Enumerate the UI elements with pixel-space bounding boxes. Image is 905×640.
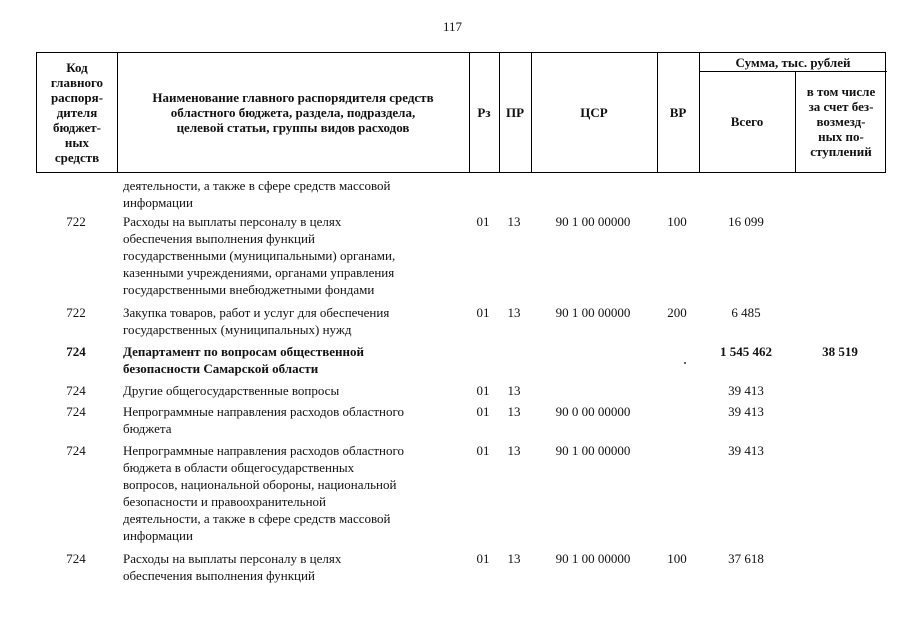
row-csr: 90 0 00 00000 — [555, 404, 631, 419]
row-vr: 100 — [667, 214, 687, 229]
row-rz: 01 — [476, 214, 490, 229]
row-vr: 200 — [667, 305, 687, 320]
row-name: Непрограммные направления расходов областного бюджета в области общегосударственных вопросов, национальной обороны, национальной безопасности и правоохранительной деятельности, а также в сфере средств массовой информации — [123, 443, 404, 543]
row-total: 6 485 — [731, 305, 761, 320]
header-csr: ЦСР — [580, 105, 608, 120]
scan-speck — [684, 362, 686, 364]
header-pr: ПР — [505, 105, 525, 120]
row-pr: 13 — [507, 383, 521, 398]
row-rz: 01 — [476, 443, 490, 458]
header-sum: Сумма, тыс. рублей — [735, 54, 851, 70]
row-name: Расходы на выплаты персоналу в целях обеспечения выполнения функций — [123, 551, 342, 583]
row-csr: 90 1 00 00000 — [555, 551, 631, 566]
row-name: деятельности, а также в сфере средств массовой информации — [123, 178, 391, 210]
row-free: 38 519 — [822, 344, 858, 359]
header-vr: ВР — [669, 105, 687, 120]
row-pr: 13 — [507, 404, 521, 419]
row-rz: 01 — [476, 305, 490, 320]
row-name: Непрограммные направления расходов областного бюджета — [123, 404, 404, 436]
row-rz: 01 — [476, 383, 490, 398]
row-total: 39 413 — [728, 443, 764, 458]
row-rz: 01 — [476, 551, 490, 566]
row-code: 722 — [66, 214, 86, 229]
row-total: 39 413 — [728, 404, 764, 419]
row-total: 37 618 — [728, 551, 764, 566]
row-code: 724 — [66, 443, 86, 458]
header-rz: Рз — [477, 105, 491, 120]
row-code: 724 — [66, 551, 86, 566]
row-pr: 13 — [507, 214, 521, 229]
row-code: 724 — [66, 344, 86, 359]
row-code: 724 — [66, 404, 86, 419]
header-name: Наименование главного распорядителя средств областного бюджета, раздела, подраздела, целевой статьи, группы видов расходов — [152, 90, 434, 135]
row-name: Другие общегосударственные вопросы — [123, 383, 340, 398]
row-total: 39 413 — [728, 383, 764, 398]
row-pr: 13 — [507, 305, 521, 320]
row-total: 16 099 — [728, 214, 764, 229]
row-name: Департамент по вопросам общественной безопасности Самарской области — [123, 344, 364, 376]
page-number: 117 — [442, 19, 463, 34]
row-name: Закупка товаров, работ и услуг для обеспечения государственных (муниципальных) нужд — [123, 305, 390, 337]
row-pr: 13 — [507, 551, 521, 566]
row-code: 722 — [66, 305, 86, 320]
header-free: в том числе за счет без- возмезд- ных по- ступлений — [806, 84, 876, 159]
row-vr: 100 — [667, 551, 687, 566]
row-csr: 90 1 00 00000 — [555, 443, 631, 458]
table-header — [36, 52, 886, 173]
row-rz: 01 — [476, 404, 490, 419]
row-csr: 90 1 00 00000 — [555, 214, 631, 229]
row-name: Расходы на выплаты персоналу в целях обеспечения выполнения функций государственными (муниципальными) органами, казенными учреждениями, органами управления государственными внебюджетными фондами — [123, 214, 396, 297]
header-code: Код главного распоря- дителя бюджет- ных средств — [50, 60, 104, 165]
row-code: 724 — [66, 383, 86, 398]
row-total: 1 545 462 — [720, 344, 772, 359]
row-csr: 90 1 00 00000 — [555, 305, 631, 320]
header-total: Всего — [730, 114, 764, 129]
row-pr: 13 — [507, 443, 521, 458]
